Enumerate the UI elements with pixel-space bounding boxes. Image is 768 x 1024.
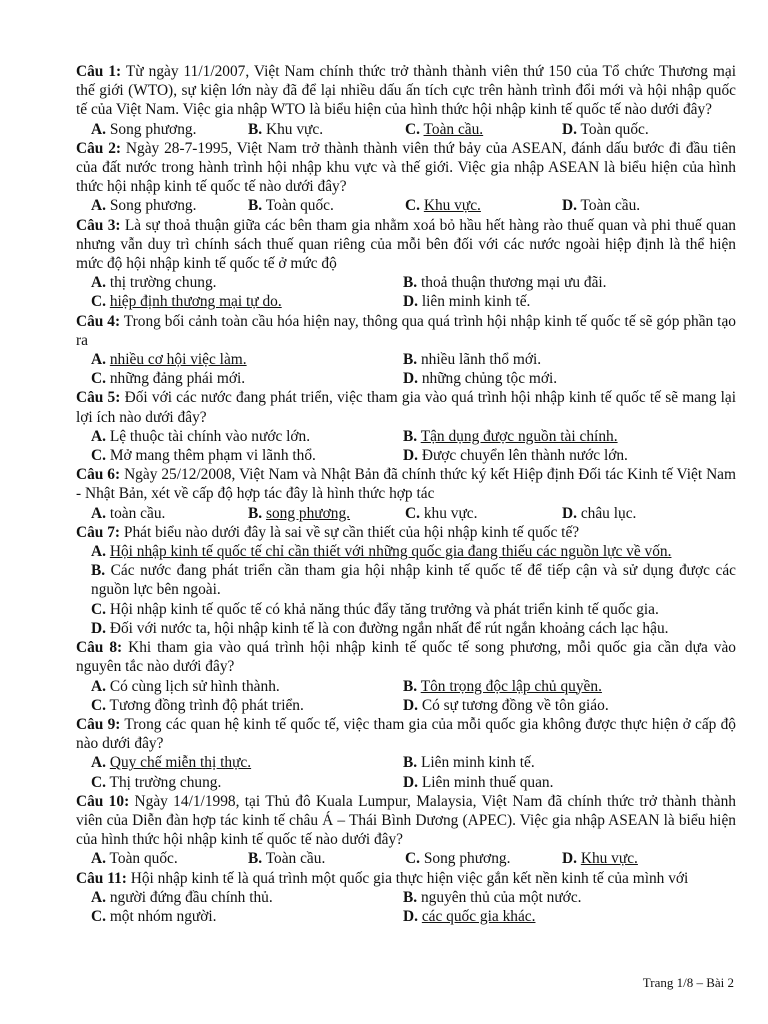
option-d[interactable]: D. Toàn cầu. (562, 197, 641, 215)
question-1 (76, 62, 736, 139)
option-a[interactable]: A. Hội nhập kinh tế quốc tế chỉ cần thiết với những quốc gia đang thiếu các nguồn lực về vốn. (91, 543, 672, 561)
option-c[interactable]: C. Thị trường chung. (91, 773, 222, 791)
option-b[interactable]: B. nguyên thủ của một nước. (403, 888, 582, 906)
option-a[interactable]: A. Song phương. (91, 120, 197, 138)
options (76, 677, 736, 715)
option-c[interactable]: C. Song phương. (405, 850, 511, 868)
question-text: Đối với các nước đang phát triển, việc tham gia vào quá trình hội nhập kinh tế quốc tế sẽ mang lại lợi ích nào dưới đây? (76, 389, 736, 426)
question-text: Ngày 25/12/2008, Việt Nam và Nhật Bản đã chính thức ký kết Hiệp định Đối tác Kinh tế Việt Nam - Nhật Bản, xét về cấp độ hợp tác đây là hình thức hợp tác (76, 466, 736, 503)
option-b[interactable]: B. Liên minh kinh tế. (403, 754, 535, 772)
option-d[interactable]: D. Toàn quốc. (562, 120, 649, 138)
option-d[interactable]: D. châu lục. (562, 504, 637, 522)
option-c[interactable]: C. Tương đồng trình độ phát triển. (91, 696, 304, 714)
option-d[interactable]: D. những chủng tộc mới. (403, 370, 558, 388)
question-text: Ngày 14/1/1998, tại Thủ đô Kuala Lumpur, Malaysia, Việt Nam đã chính thức trở thành thành viên của Diễn đàn hợp tác kinh tế châu Á – Thái Bình Dương (APEC). Việc gia nhập ASEAN là biểu hiện của hình thức hội nhập kinh tế quốc tế nào dưới đây? (76, 792, 736, 849)
page-footer: Trang 1/8 – Bài 2 (642, 975, 734, 990)
question-7 (76, 523, 736, 638)
question-2 (76, 139, 736, 216)
question-label: Câu 8: (76, 639, 123, 657)
options (76, 753, 736, 791)
option-d[interactable]: D. Liên minh thuế quan. (403, 773, 554, 791)
option-b[interactable]: B. Toàn cầu. (248, 850, 326, 868)
option-c[interactable]: C. Mở mang thêm phạm vi lãnh thổ. (91, 447, 316, 465)
option-c[interactable]: C. Toàn cầu. (405, 120, 484, 138)
option-b[interactable]: B. thoả thuận thương mại ưu đãi. (403, 274, 607, 292)
exam-page (76, 62, 736, 926)
question-label: Câu 2: (76, 139, 122, 157)
question-3 (76, 216, 736, 312)
question-text: Ngày 28-7-1995, Việt Nam trở thành thành viên thứ bảy của ASEAN, đánh dấu bước đi đầu tiên của đất nước trong hành trình hội nhập khu vực và thế giới. Việc gia nhập ASEAN là biểu hiện của hình thức hội nhập kinh tế quốc tế nào dưới đây? (76, 139, 736, 196)
option-d[interactable]: D. liên minh kinh tế. (403, 293, 531, 311)
question-label: Câu 11: (76, 869, 127, 887)
option-b[interactable]: B. Khu vực. (248, 120, 324, 138)
question-9 (76, 715, 736, 792)
option-c[interactable]: C. một nhóm người. (91, 907, 217, 925)
option-a[interactable]: A. toàn cầu. (91, 504, 166, 522)
option-d[interactable]: D. Được chuyển lên thành nước lớn. (403, 447, 628, 465)
option-a[interactable]: A. nhiều cơ hội việc làm. (91, 351, 247, 369)
option-a[interactable]: A. Có cùng lịch sử hình thành. (91, 677, 280, 695)
question-label: Câu 7: (76, 523, 121, 541)
question-label: Câu 1: (76, 63, 122, 80)
option-a[interactable]: A. thị trường chung. (91, 274, 217, 292)
option-b[interactable]: B. Tận dụng được nguồn tài chính. (403, 427, 618, 445)
options (76, 120, 736, 139)
question-8 (76, 638, 736, 715)
option-a[interactable]: A. người đứng đầu chính thủ. (91, 888, 273, 906)
question-text: Trong các quan hệ kinh tế quốc tế, việc tham gia của mỗi quốc gia không được thực hiện ở cấp độ nào dưới đây? (76, 715, 736, 753)
question-text: Là sự thoả thuận giữa các bên tham gia nhằm xoá bỏ hầu hết hàng rào thuế quan và phi thuế quan nhưng vẫn duy trì chính sách thuế quan riêng của mỗi bên đối với các nước ngoài hiệp định là thể hiện mức độ hội nhập kinh tế quốc tế ở mức độ (76, 216, 736, 273)
options (76, 350, 736, 388)
question-text: Khi tham gia vào quá trình hội nhập kinh tế quốc tế song phương, mỗi quốc gia cần dựa vào nguyên tắc nào dưới đây? (76, 639, 736, 676)
option-c[interactable]: C. những đảng phái mới. (91, 370, 246, 388)
question-label: Câu 5: (76, 389, 121, 407)
question-10 (76, 792, 736, 869)
option-d[interactable]: D. các quốc gia khác. (403, 907, 536, 925)
option-c[interactable]: C. khu vực. (405, 504, 478, 522)
options (76, 273, 736, 311)
question-label: Câu 4: (76, 312, 121, 330)
question-label: Câu 3: (76, 216, 121, 234)
option-d[interactable]: D. Đối với nước ta, hội nhập kinh tế là con đường ngắn nhất để rút ngắn khoảng cách lạc hậu. (91, 619, 669, 637)
question-label: Câu 6: (76, 466, 121, 484)
option-b[interactable]: B. nhiều lãnh thổ mới. (403, 351, 542, 369)
question-4 (76, 312, 736, 389)
question-text: Trong bối cảnh toàn cầu hóa hiện nay, thông qua quá trình hội nhập kinh tế quốc tế sẽ góp phần tạo ra (76, 312, 736, 349)
option-c[interactable]: C. hiệp định thương mại tự do. (91, 293, 282, 311)
option-c[interactable]: C. Khu vực. (405, 197, 481, 215)
question-text: Từ ngày 11/1/2007, Việt Nam chính thức trở thành thành viên thứ 150 của Tổ chức Thương mại thế giới (WTO), sự kiện lớn này đã để lại nhiều dấu ấn tích cực trên hành trình đổi mới và hội nhập quốc tế của Việt Nam. Việc gia nhập WTO là biểu hiện của hình thức hội nhập kinh tế quốc tế nào dưới đây? (76, 63, 737, 119)
option-a[interactable]: A. Lệ thuộc tài chính vào nước lớn. (91, 427, 311, 445)
option-a[interactable]: A. Toàn quốc. (91, 850, 178, 868)
options (76, 888, 736, 926)
options (76, 504, 736, 523)
option-d[interactable]: D. Có sự tương đồng về tôn giáo. (403, 696, 609, 714)
question-text: Hội nhập kinh tế là quá trình một quốc gia thực hiện việc gắn kết nền kinh tế của mình với (130, 869, 689, 887)
options (76, 196, 736, 215)
option-d[interactable]: D. Khu vực. (562, 850, 638, 868)
options (76, 542, 736, 638)
options (76, 427, 736, 465)
option-b[interactable]: B. Tôn trọng độc lập chủ quyền. (403, 677, 602, 695)
question-5 (76, 388, 736, 465)
option-a[interactable]: A. Quy chế miễn thị thực. (91, 754, 252, 772)
question-text: Phát biểu nào dưới đây là sai về sự cần thiết của hội nhập kinh tế quốc tế? (123, 523, 580, 541)
question-6 (76, 465, 736, 523)
option-a[interactable]: A. Song phương. (91, 197, 197, 215)
question-11 (76, 869, 736, 927)
option-b[interactable]: B. song phương. (248, 504, 351, 522)
option-b[interactable]: B. Các nước đang phát triển cần tham gia hội nhập kinh tế quốc tế để tiếp cận và sử dụng được các nguồn lực bên ngoài. (91, 562, 736, 599)
question-label: Câu 9: (76, 715, 121, 733)
option-c[interactable]: C. Hội nhập kinh tế quốc tế có khả năng thúc đẩy tăng trưởng và phát triển kinh tế quốc gia. (91, 600, 659, 618)
options (76, 849, 736, 868)
question-label: Câu 10: (76, 792, 130, 810)
option-b[interactable]: B. Toàn quốc. (248, 197, 334, 215)
